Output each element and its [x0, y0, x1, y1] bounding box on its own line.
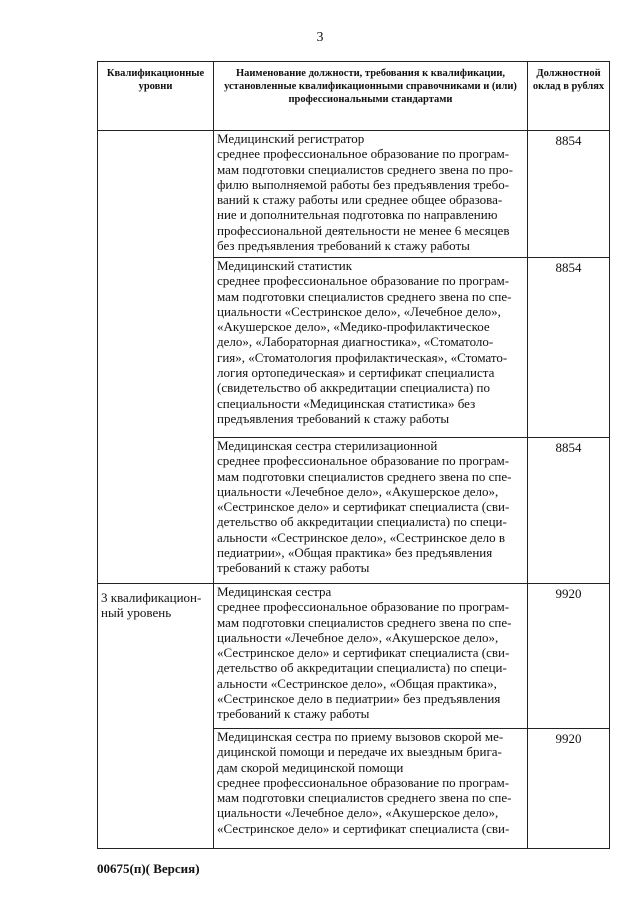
description-cell: Медицинская сестра стерилизационной среднее профессиональное образование по програм- мам подготовки специалистов среднего звена по спе- циальности «Лечебное дело», «Акушерское дело», «Сестринское дело» и сертификат специалиста (сви- детельство об аккредитации специалиста) по специ- альности «Сестринское дело», «Сестринское дело в педиатрии», «Общая практика» без предъявления требований к стажу работы — [214, 438, 528, 584]
header-level: Квалификационные уровни — [98, 62, 214, 131]
header-position: Наименование должности, требования к квалификации, установленные квалификационными справочниками и (или) профессиональными стандартами — [214, 62, 528, 131]
salary-cell: 8854 — [528, 438, 610, 584]
table-header-row — [98, 62, 610, 131]
salary-cell: 9920 — [528, 584, 610, 729]
header-salary: Должностной оклад в рублях — [528, 62, 610, 131]
level-cell — [98, 131, 214, 584]
table-row — [98, 131, 610, 258]
document-footer: 00675(п)( Версия) — [97, 861, 200, 876]
description-cell: Медицинский статистик среднее профессиональное образование по програм- мам подготовки специалистов среднего звена по спе- циальности «Сестринское дело», «Лечебное дело», «Акушерское дело», «Медико-профилактическое дело», «Лабораторная диагностика», «Стоматоло- гия», «Стоматология профилактическая», «Стомато- логия ортопедическая» и сертификат специалиста (свидетельство об аккредитации специалиста) по специальности «Медицинская статистика» без предъявления требований к стажу работы — [214, 258, 528, 438]
description-cell: Медицинский регистратор среднее профессиональное образование по програм- мам подготовки специалистов среднего звена по про- филю выполняемой работы без предъявления требо- ваний к стажу работы или среднее общее образова- ние и дополнительная подготовка по направлению профессиональной деятельности не менее 6 месяцев без предъявления требований к стажу работы — [214, 131, 528, 258]
table-row — [98, 584, 610, 729]
page-number: 3 — [316, 30, 324, 45]
level-cell: 3 квалификацион- ный уровень — [98, 584, 214, 849]
description-cell: Медицинская сестра по приему вызовов скорой ме- дицинской помощи и передаче их выездным брига- дам скорой медицинской помощи среднее профессиональное образование по програм- мам подготовки специалистов среднего звена по спе- циальности «Лечебное дело», «Акушерское дело», «Сестринское дело» и сертификат специалиста (сви- — [214, 729, 528, 849]
salary-cell: 8854 — [528, 258, 610, 438]
salary-cell: 8854 — [528, 131, 610, 258]
description-cell: Медицинская сестра среднее профессиональное образование по програм- мам подготовки специалистов среднего звена по спе- циальности «Лечебное дело», «Акушерское дело», «Сестринское дело» и сертификат специалиста (сви- детельство об аккредитации специалиста) по специ- альности «Сестринское дело», «Общая практика», «Сестринское дело в педиатрии» без предъявления требований к стажу работы — [214, 584, 528, 729]
salary-cell: 9920 — [528, 729, 610, 849]
qualification-table — [97, 61, 610, 849]
